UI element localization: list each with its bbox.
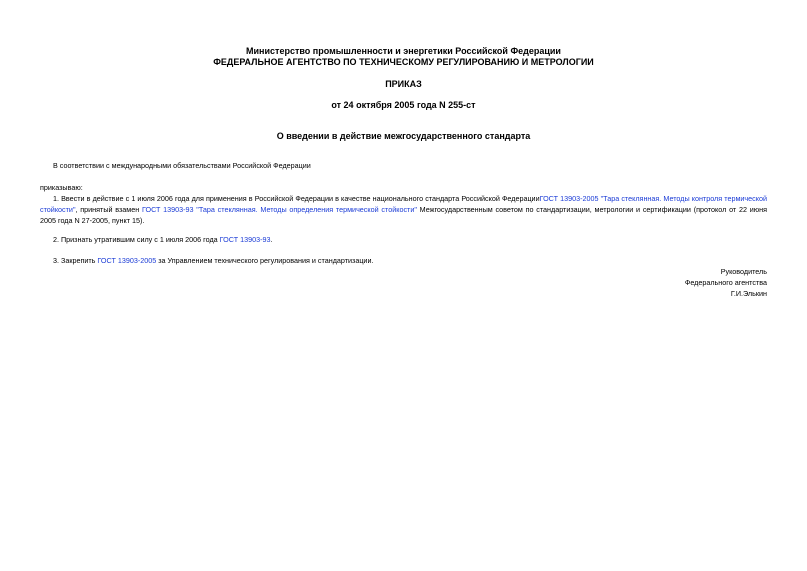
document-type: ПРИКАЗ [385, 79, 422, 89]
document-subject: О введении в действие межгосударственного стандарта [276, 131, 531, 141]
gost-13903-2005-link[interactable]: ГОСТ 13903-2005 "Тара стеклянная. Методы контроля термической стойкости" [40, 194, 767, 214]
item-3-paragraph [53, 255, 773, 266]
signature-name: Г.И.Элькин [730, 289, 767, 298]
item-1-text-start: 1. Ввести в действие с 1 июля 2006 года для применения в Российской Федерации в качестве национального стандарта Российской Федерации [53, 194, 540, 203]
agency-heading: ФЕДЕРАЛЬНОЕ АГЕНТСТВО ПО ТЕХНИЧЕСКОМУ РЕГУЛИРОВАНИЮ И МЕТРОЛОГИИ [213, 57, 594, 67]
item-1-paragraph [40, 193, 767, 226]
signature-title: Руководитель [720, 267, 767, 276]
ministry-heading: Министерство промышленности и энергетики Российской Федерации [246, 46, 561, 56]
item-2-text-end: . [270, 235, 273, 244]
item-1-text-end: Межгосударственным советом по стандартизации, метрологии и сертификации (протокол от 22 июня 2005 года N 27-2005, пункт 15). [40, 205, 767, 225]
item-2-text-start: 2. Признать утратившим силу с 1 июля 2006 года [53, 235, 220, 244]
item-3-text-start: 3. Закрепить [53, 256, 98, 265]
item-3-text-end: за Управлением технического регулирования и стандартизации. [156, 256, 374, 265]
document-date-number: от 24 октября 2005 года N 255-ст [331, 100, 476, 110]
gost-13903-93-link[interactable]: ГОСТ 13903-93 "Тара стеклянная. Методы определения термической стойкости" [141, 205, 417, 214]
signature-organization: Федерального агентства [684, 278, 767, 287]
gost-13903-93-link-2[interactable]: ГОСТ 13903-93 [219, 235, 271, 244]
intro-paragraph: В соответствии с международными обязательствами Российской Федерации [53, 161, 311, 170]
item-2-paragraph [53, 234, 773, 245]
gost-13903-2005-link-2[interactable]: ГОСТ 13903-2005 [97, 256, 157, 265]
item-1-text-middle: , принятый взамен [75, 205, 142, 214]
order-word: приказываю: [40, 183, 83, 192]
